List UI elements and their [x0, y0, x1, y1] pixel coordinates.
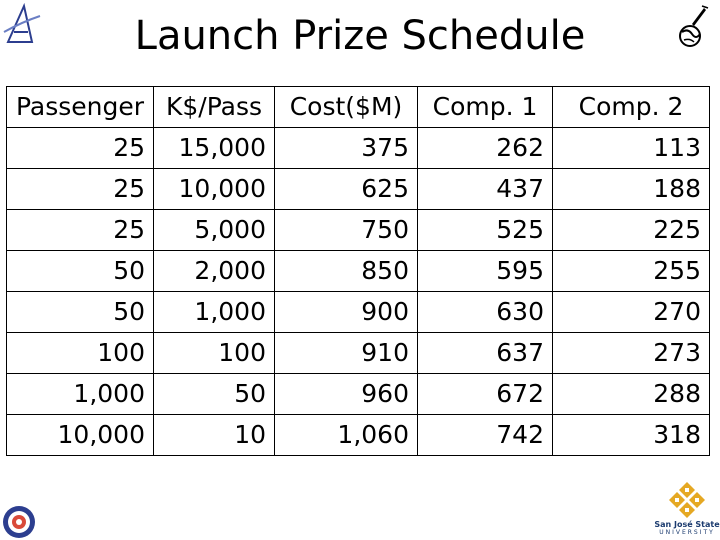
- header-comp-1: Comp. 1: [418, 87, 553, 128]
- cell-kdollar-per-pass: 15,000: [154, 128, 275, 169]
- table-row: [7, 169, 710, 210]
- cell-passenger: 1,000: [7, 374, 154, 415]
- cell-passenger: 25: [7, 210, 154, 251]
- table-header-row: [7, 87, 710, 128]
- cell-comp-2: 288: [553, 374, 710, 415]
- cell-passenger: 50: [7, 292, 154, 333]
- cell-comp-2: 273: [553, 333, 710, 374]
- cell-kdollar-per-pass: 100: [154, 333, 275, 374]
- header-kdollar-per-pass: K$/Pass: [154, 87, 275, 128]
- cell-passenger: 10,000: [7, 415, 154, 456]
- cell-kdollar-per-pass: 50: [154, 374, 275, 415]
- page-title: Launch Prize Schedule: [134, 13, 586, 59]
- cell-cost: 1,060: [275, 415, 418, 456]
- header-comp-2: Comp. 2: [553, 87, 710, 128]
- university-name: San José State: [654, 520, 720, 529]
- globe-rocket-icon: [674, 4, 710, 48]
- cell-passenger: 25: [7, 169, 154, 210]
- cell-comp-1: 630: [418, 292, 553, 333]
- table-row: [7, 128, 710, 169]
- cell-cost: 960: [275, 374, 418, 415]
- cell-kdollar-per-pass: 5,000: [154, 210, 275, 251]
- cell-comp-2: 113: [553, 128, 710, 169]
- cell-cost: 625: [275, 169, 418, 210]
- table-row: [7, 292, 710, 333]
- cell-comp-2: 255: [553, 251, 710, 292]
- university-subtitle: UNIVERSITY: [659, 529, 715, 536]
- cell-passenger: 50: [7, 251, 154, 292]
- cell-comp-1: 595: [418, 251, 553, 292]
- cell-cost: 850: [275, 251, 418, 292]
- prize-schedule-table: [6, 86, 710, 456]
- cell-cost: 750: [275, 210, 418, 251]
- cell-kdollar-per-pass: 2,000: [154, 251, 275, 292]
- cell-comp-2: 318: [553, 415, 710, 456]
- cell-kdollar-per-pass: 10,000: [154, 169, 275, 210]
- cell-comp-1: 525: [418, 210, 553, 251]
- cell-comp-1: 437: [418, 169, 553, 210]
- cell-comp-2: 270: [553, 292, 710, 333]
- cell-comp-1: 637: [418, 333, 553, 374]
- cell-passenger: 25: [7, 128, 154, 169]
- table-row: [7, 415, 710, 456]
- cell-cost: 900: [275, 292, 418, 333]
- cell-comp-2: 188: [553, 169, 710, 210]
- cell-cost: 375: [275, 128, 418, 169]
- table-row: [7, 210, 710, 251]
- cell-cost: 910: [275, 333, 418, 374]
- cell-passenger: 100: [7, 333, 154, 374]
- cell-kdollar-per-pass: 1,000: [154, 292, 275, 333]
- sjsu-logo: [654, 480, 720, 540]
- header-cost: Cost($M): [275, 87, 418, 128]
- cell-comp-1: 742: [418, 415, 553, 456]
- header-passenger: Passenger: [7, 87, 154, 128]
- cell-comp-1: 262: [418, 128, 553, 169]
- cell-kdollar-per-pass: 10: [154, 415, 275, 456]
- cell-comp-2: 225: [553, 210, 710, 251]
- table-row: [7, 374, 710, 415]
- cell-comp-1: 672: [418, 374, 553, 415]
- table-row: [7, 333, 710, 374]
- seal-icon: [2, 505, 36, 539]
- table-row: [7, 251, 710, 292]
- sjsu-logo-icon: [665, 480, 709, 520]
